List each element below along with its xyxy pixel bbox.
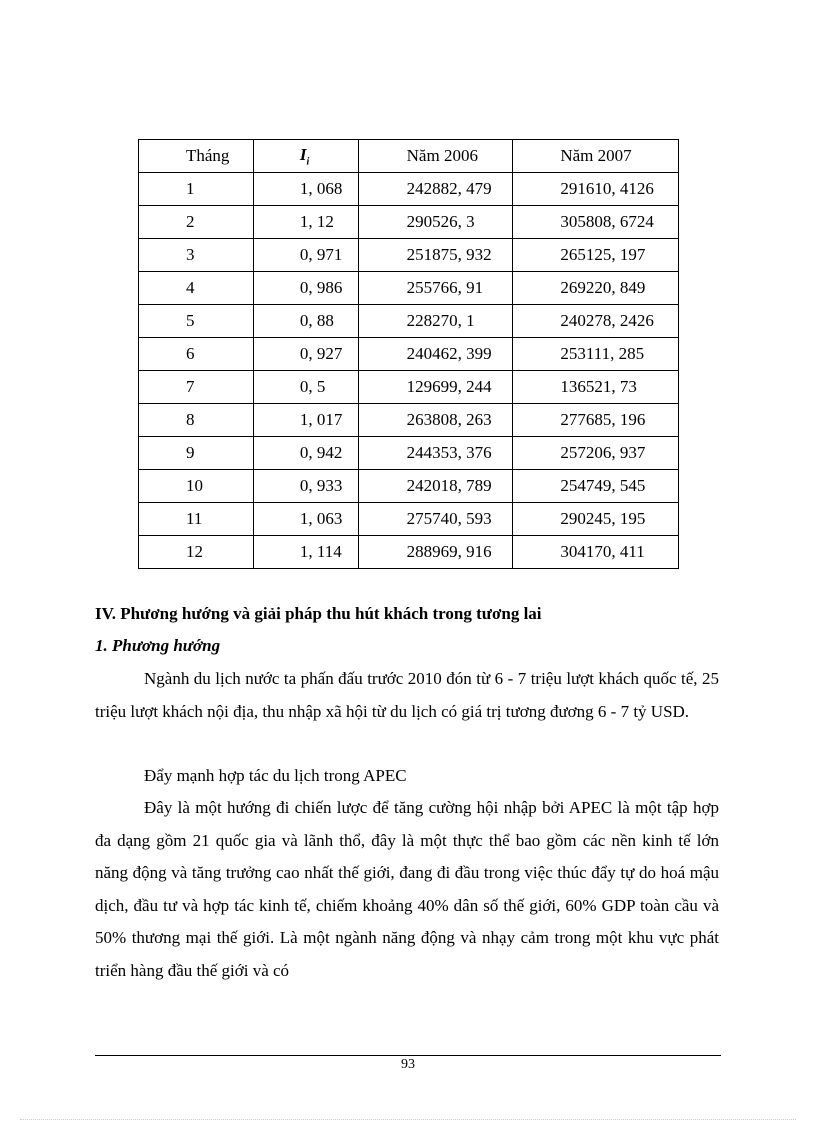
cell-year-2007: 253111, 285 bbox=[513, 338, 679, 371]
cell-year-2006: 255766, 91 bbox=[358, 272, 513, 305]
index-symbol: I bbox=[299, 144, 307, 164]
cell-year-2007: 305808, 6724 bbox=[513, 206, 679, 239]
cell-index: 0, 971 bbox=[253, 239, 358, 272]
cell-year-2006: 290526, 3 bbox=[358, 206, 513, 239]
cell-index: 1, 12 bbox=[253, 206, 358, 239]
cell-index: 0, 5 bbox=[253, 371, 358, 404]
cell-year-2007: 254749, 545 bbox=[513, 470, 679, 503]
cell-year-2006: 288969, 916 bbox=[358, 536, 513, 569]
monthly-index-table bbox=[138, 139, 679, 569]
cell-year-2007: 257206, 937 bbox=[513, 437, 679, 470]
paragraph-1: Ngành du lịch nước ta phấn đấu trước 2010 đón từ 6 - 7 triệu lượt khách quốc tế, 25 triệu lượt khách nội địa, thu nhập xã hội từ du lịch có giá trị tương đương 6 - 7 tỷ USD. bbox=[95, 669, 719, 721]
cell-index: 0, 927 bbox=[253, 338, 358, 371]
header-year-2007: Năm 2007 bbox=[513, 140, 679, 173]
table-row bbox=[139, 503, 679, 536]
cell-index: 0, 986 bbox=[253, 272, 358, 305]
cell-year-2006: 242018, 789 bbox=[358, 470, 513, 503]
table-row bbox=[139, 371, 679, 404]
cell-year-2006: 251875, 932 bbox=[358, 239, 513, 272]
cell-month: 4 bbox=[139, 272, 254, 305]
table-row bbox=[139, 536, 679, 569]
page-number: 93 bbox=[401, 1057, 415, 1072]
header-month: Tháng bbox=[139, 140, 254, 173]
cell-index: 0, 933 bbox=[253, 470, 358, 503]
cell-year-2006: 129699, 244 bbox=[358, 371, 513, 404]
cell-year-2007: 277685, 196 bbox=[513, 404, 679, 437]
header-index bbox=[253, 140, 358, 173]
cell-month: 11 bbox=[139, 503, 254, 536]
cell-index: 0, 942 bbox=[253, 437, 358, 470]
table-row bbox=[139, 338, 679, 371]
cell-year-2006: 275740, 593 bbox=[358, 503, 513, 536]
table-row bbox=[139, 470, 679, 503]
section-subheading: 1. Phương hướng bbox=[95, 636, 221, 655]
cell-year-2007: 240278, 2426 bbox=[513, 305, 679, 338]
page-bottom-border bbox=[20, 1119, 796, 1120]
paragraph-3: Đây là một hướng đi chiến lược để tăng cường hội nhập bởi APEC là một tập hợp đa dạng gồm 21 quốc gia và lãnh thổ, đây là một thực thể bao gồm các nền kinh tế lớn năng động và tăng trưởng cao nhất thế giới, đang đi đầu trong việc thúc đẩy tự do hoá mậu dịch, đầu tư và hợp tác kinh tế, chiếm khoảng 40% dân số thế giới, 60% GDP toàn cầu và 50% thương mại thế giới. Là một ngành năng động và nhạy cảm trong một khu vực phát triển hàng đầu thế giới và có bbox=[95, 798, 719, 980]
table-row bbox=[139, 239, 679, 272]
table-row bbox=[139, 173, 679, 206]
index-subscript: i bbox=[306, 156, 310, 168]
cell-year-2007: 265125, 197 bbox=[513, 239, 679, 272]
cell-year-2006: 244353, 376 bbox=[358, 437, 513, 470]
table-row bbox=[139, 272, 679, 305]
table-row bbox=[139, 206, 679, 239]
cell-month: 7 bbox=[139, 371, 254, 404]
cell-year-2007: 269220, 849 bbox=[513, 272, 679, 305]
section-heading: IV. Phương hướng và giải pháp thu hút khách trong tương lai bbox=[95, 604, 542, 623]
footer-divider bbox=[95, 1055, 721, 1056]
paragraph-2: Đẩy mạnh hợp tác du lịch trong APEC bbox=[144, 766, 407, 785]
header-year-2006: Năm 2006 bbox=[358, 140, 513, 173]
cell-year-2007: 291610, 4126 bbox=[513, 173, 679, 206]
table-row bbox=[139, 305, 679, 338]
cell-year-2007: 136521, 73 bbox=[513, 371, 679, 404]
cell-index: 1, 114 bbox=[253, 536, 358, 569]
cell-month: 9 bbox=[139, 437, 254, 470]
table-body bbox=[139, 173, 679, 569]
cell-year-2006: 240462, 399 bbox=[358, 338, 513, 371]
cell-index: 1, 017 bbox=[253, 404, 358, 437]
cell-index: 0, 88 bbox=[253, 305, 358, 338]
cell-month: 6 bbox=[139, 338, 254, 371]
cell-month: 12 bbox=[139, 536, 254, 569]
cell-year-2006: 242882, 479 bbox=[358, 173, 513, 206]
cell-month: 1 bbox=[139, 173, 254, 206]
table-row bbox=[139, 404, 679, 437]
cell-index: 1, 063 bbox=[253, 503, 358, 536]
cell-index: 1, 068 bbox=[253, 173, 358, 206]
cell-month: 5 bbox=[139, 305, 254, 338]
cell-year-2007: 304170, 411 bbox=[513, 536, 679, 569]
cell-month: 10 bbox=[139, 470, 254, 503]
cell-month: 3 bbox=[139, 239, 254, 272]
table-row bbox=[139, 437, 679, 470]
cell-month: 2 bbox=[139, 206, 254, 239]
table-header-row bbox=[139, 140, 679, 173]
cell-year-2007: 290245, 195 bbox=[513, 503, 679, 536]
cell-year-2006: 228270, 1 bbox=[358, 305, 513, 338]
cell-month: 8 bbox=[139, 404, 254, 437]
cell-year-2006: 263808, 263 bbox=[358, 404, 513, 437]
